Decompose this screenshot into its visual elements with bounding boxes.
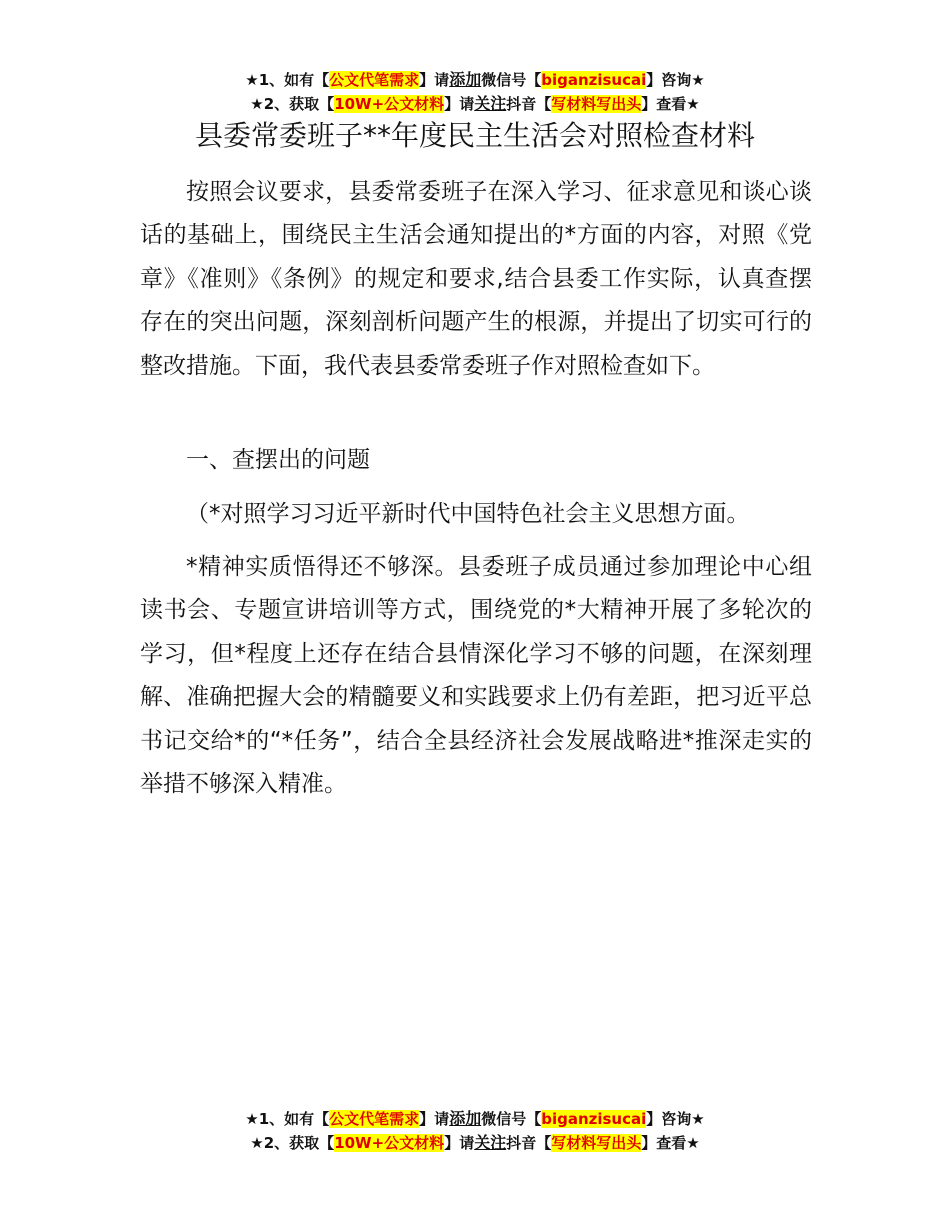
promo-line-1	[0, 1107, 950, 1131]
promo-text: 】请	[419, 1110, 450, 1128]
promo-banner-bottom	[0, 1107, 950, 1155]
subsection-heading	[140, 493, 812, 536]
promo-line-2	[0, 92, 950, 116]
paragraph-text: *精神实质悟得还不够深。县委班子成员通过参加理论中心组读书会、专题宣讲培训等方式，围绕党的*大精神开展了多轮次的学习，但*程度上还存在结合县情深化学习不够的问题，在深刻理解、准确把握大会的精髓要义和实践要求上仍有差距，把习近平总书记交给*的“*任务”，结合全县经济社会发展战略进*推深走实的举措不够深入精准。	[140, 554, 812, 798]
promo-text: 】请	[419, 71, 450, 89]
douyin-account: 写材料写出头	[551, 95, 642, 113]
promo-line-1	[0, 68, 950, 92]
promo-line-2	[0, 1131, 950, 1155]
promo-highlight: 10W+公文材料	[334, 1134, 445, 1152]
promo-text: 抖音【	[506, 95, 552, 113]
promo-emphasis: 添加	[449, 70, 482, 89]
promo-text: 】咨询★	[646, 71, 705, 89]
promo-text: 】查看★	[641, 1134, 700, 1152]
promo-text: 】请	[444, 95, 475, 113]
promo-text: ★2、获取【	[250, 1134, 335, 1152]
promo-text: 】咨询★	[646, 1110, 705, 1128]
promo-emphasis: 关注	[474, 94, 507, 113]
section-heading	[140, 439, 812, 482]
promo-text: 】查看★	[641, 95, 700, 113]
promo-text: ★1、如有【	[245, 1110, 330, 1128]
promo-text: 微信号【	[481, 71, 542, 89]
intro-paragraph	[140, 171, 812, 388]
promo-emphasis: 关注	[474, 1133, 507, 1152]
promo-highlight: 公文代笔需求	[329, 1110, 420, 1128]
promo-text: 抖音【	[506, 1134, 552, 1152]
promo-text: 】请	[444, 1134, 475, 1152]
subheading-text: （*对照学习习近平新时代中国特色社会主义思想方面。	[186, 501, 750, 527]
promo-text: ★2、获取【	[250, 95, 335, 113]
document-title: 县委常委班子**年度民主生活会对照检查材料	[194, 119, 755, 152]
wechat-id: biganzisucai	[541, 71, 647, 89]
promo-text: 微信号【	[481, 1110, 542, 1128]
body-paragraph	[140, 546, 812, 806]
douyin-account: 写材料写出头	[551, 1134, 642, 1152]
promo-text: ★1、如有【	[245, 71, 330, 89]
heading-text: 一、查摆出的问题	[186, 447, 370, 473]
paragraph-text: 按照会议要求，县委常委班子在深入学习、征求意见和谈心谈话的基础上，围绕民主生活会通知提出的*方面的内容，对照《党章》《准则》《条例》的规定和要求,结合县委工作实际，认真查摆存在的突出问题，深刻剖析问题产生的根源，并提出了切实可行的整改措施。下面，我代表县委常委班子作对照检查如下。	[140, 179, 812, 379]
wechat-id: biganzisucai	[541, 1110, 647, 1128]
promo-emphasis: 添加	[449, 1109, 482, 1128]
promo-highlight: 公文代笔需求	[329, 71, 420, 89]
promo-highlight: 10W+公文材料	[334, 95, 445, 113]
promo-banner-top	[0, 68, 950, 116]
